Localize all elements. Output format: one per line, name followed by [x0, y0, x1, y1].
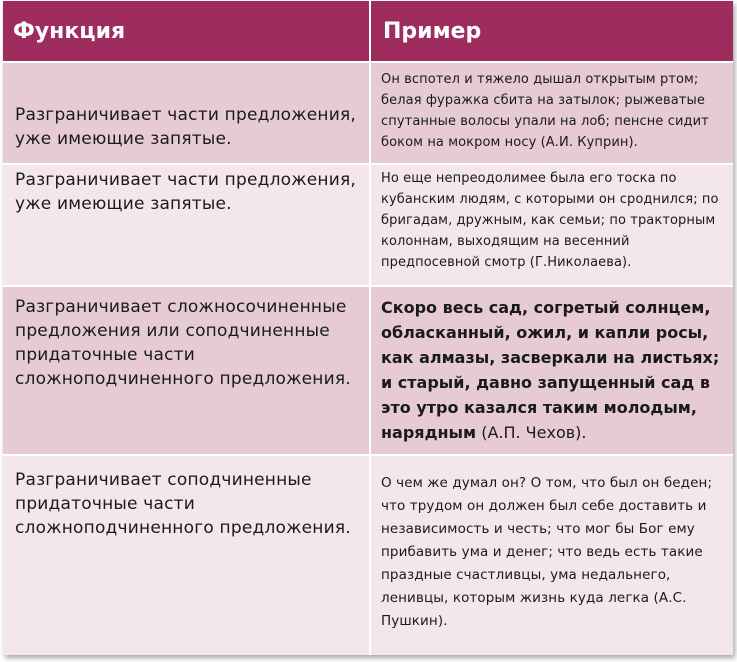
table-row — [3, 62, 733, 164]
table-header-row — [3, 1, 733, 62]
rules-table-container — [3, 1, 733, 655]
column-header-function: Функция — [3, 1, 370, 62]
table-row — [3, 286, 733, 455]
function-cell: Разграничивает части предложения, уже имеющие запятые. — [3, 164, 370, 286]
function-cell: Разграничивает соподчиненные придаточные части сложноподчиненного предложения. — [3, 455, 370, 655]
rules-table — [3, 1, 733, 655]
example-citation: (А.П. Чехов). — [476, 423, 587, 442]
column-header-example: Пример — [370, 1, 733, 62]
table-row — [3, 455, 733, 655]
example-bold-text: Скоро весь сад, согретый солнцем, обласканный, ожил, и капли росы, как алмазы, засверкали на листьях; и старый, давно запущенный сад в это утро казался таким молодым, нарядным — [381, 298, 720, 442]
example-cell: Он вспотел и тяжело дышал открытым ртом; белая фуражка сбита на затылок; рыжеватые спутанные волосы упали на лоб; пенсне сидит боком на мокром носу (А.И. Куприн). — [370, 62, 733, 164]
function-cell: Разграничивает сложносочиненные предложения или соподчиненные придаточные части сложноподчиненного предложения. — [3, 286, 370, 455]
example-cell: Но еще непреодолимее была его тоска по кубанским людям, с которыми он сроднился; по бригадам, дружным, как семьи; по тракторным колоннам, выходящим на весенний предпосевной смотр (Г.Николаева). — [370, 164, 733, 286]
function-cell: Разграничивает части предложения, уже имеющие запятые. — [3, 62, 370, 164]
example-cell: О чем же думал он? О том, что был он беден; что трудом он должен был себе доставить и независимость и честь; что мог бы Бог ему прибавить ума и денег; что ведь есть такие праздные счастливцы, ума недальнего, ленивцы, которым жизнь куда легка (А.С. Пушкин). — [370, 455, 733, 655]
table-row — [3, 164, 733, 286]
example-cell — [370, 286, 733, 455]
